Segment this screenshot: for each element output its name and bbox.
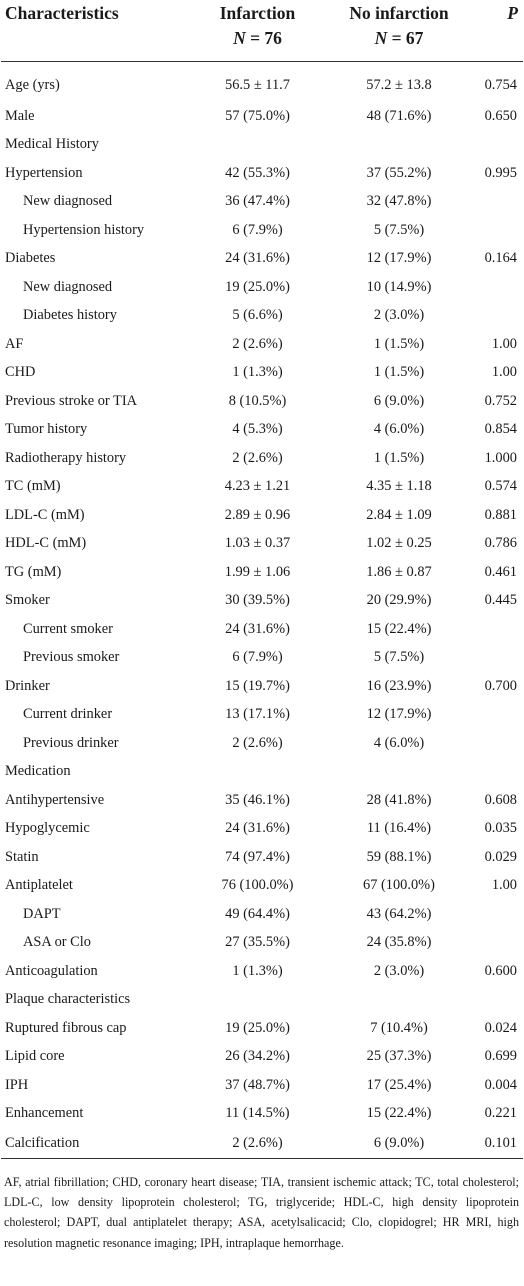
row-p-value: 0.754 xyxy=(484,76,517,93)
row-p-value: 0.574 xyxy=(484,478,517,495)
row-no-infarction-value: 2 (3.0%) xyxy=(373,962,425,979)
row-infarction-value: 19 (25.0%) xyxy=(225,278,290,295)
row-label: Previous stroke or TIA xyxy=(5,392,138,409)
row-p-value: 0.461 xyxy=(484,563,517,580)
table-row xyxy=(1,729,523,758)
row-label: Antiplatelet xyxy=(5,877,73,894)
row-label: Tumor history xyxy=(5,421,88,438)
row-infarction-value: 76 (100.0%) xyxy=(221,877,294,894)
table-row xyxy=(1,900,523,929)
row-infarction-value: 30 (39.5%) xyxy=(225,592,290,609)
row-p-value xyxy=(469,131,523,160)
row-infarction-value: 27 (35.5%) xyxy=(225,934,290,951)
row-infarction-value: 2.89 ± 0.96 xyxy=(224,506,291,523)
row-label: Medical History xyxy=(5,136,99,153)
row-label: Anticoagulation xyxy=(5,962,98,979)
row-p-value xyxy=(469,986,523,1015)
table-row xyxy=(1,530,523,559)
row-label: AF xyxy=(5,335,24,352)
row-infarction-value: 11 (14.5%) xyxy=(225,1105,290,1122)
table-row xyxy=(1,1128,523,1159)
row-infarction-value: 6 (7.9%) xyxy=(232,649,283,666)
header-no-infarction-n xyxy=(329,26,469,62)
row-no-infarction-value: 6 (9.0%) xyxy=(373,392,425,409)
row-infarction-value: 42 (55.3%) xyxy=(225,164,290,181)
row-p-value: 0.700 xyxy=(484,677,517,694)
row-infarction-value: 13 (17.1%) xyxy=(225,706,290,723)
row-p-value xyxy=(469,188,523,217)
row-label: LDL-C (mM) xyxy=(5,506,85,523)
row-label: Age (yrs) xyxy=(5,76,60,93)
row-no-infarction-value: 15 (22.4%) xyxy=(366,1105,432,1122)
row-infarction-value: 37 (48.7%) xyxy=(225,1076,290,1093)
row-label: Calcification xyxy=(1,1128,186,1159)
row-label: Antihypertensive xyxy=(5,791,105,808)
row-infarction-value: 6 (7.9%) xyxy=(232,221,283,238)
row-label: Previous drinker xyxy=(23,734,119,751)
row-no-infarction-value: 12 (17.9%) xyxy=(366,250,432,267)
row-no-infarction-value: 1 (1.5%) xyxy=(373,449,425,466)
row-label: Drinker xyxy=(5,677,50,694)
row-no-infarction-value: 1.02 ± 0.25 xyxy=(366,535,432,552)
row-label: Medication xyxy=(5,763,71,780)
row-infarction-value: 19 (25.0%) xyxy=(225,1019,290,1036)
table-row xyxy=(1,416,523,445)
row-p-value: 0.854 xyxy=(484,421,517,438)
row-no-infarction-value: 57.2 ± 13.8 xyxy=(366,76,432,93)
row-no-infarction-value: 1 (1.5%) xyxy=(373,335,425,352)
table-row xyxy=(1,1071,523,1100)
row-infarction-value: 4.23 ± 1.21 xyxy=(224,478,291,495)
table-row xyxy=(1,188,523,217)
header-infarction-n xyxy=(186,26,329,62)
table-row xyxy=(1,62,523,102)
row-p-value: 0.004 xyxy=(484,1076,517,1093)
row-infarction-value: 15 (19.7%) xyxy=(225,677,290,694)
row-no-infarction-value: 7 (10.4%) xyxy=(370,1019,428,1036)
row-infarction-value: 1 (1.3%) xyxy=(232,364,283,381)
table-row xyxy=(1,672,523,701)
row-no-infarction-value: 37 (55.2%) xyxy=(366,164,432,181)
row-label: Enhancement xyxy=(5,1105,84,1122)
row-p-value: 0.029 xyxy=(484,848,517,865)
row-infarction-value xyxy=(186,758,329,787)
header-infarction: Infarction xyxy=(219,3,296,23)
row-label: Statin xyxy=(5,848,39,865)
row-no-infarction-value: 5 (7.5%) xyxy=(373,221,425,238)
row-p-value: 0.445 xyxy=(484,592,517,609)
row-p-value xyxy=(469,701,523,730)
table-row xyxy=(1,872,523,901)
row-no-infarction-value: 2.84 ± 1.09 xyxy=(366,506,432,523)
row-p-value: 0.650 xyxy=(484,107,517,124)
row-p-value: 0.024 xyxy=(484,1019,517,1036)
row-no-infarction-value: 28 (41.8%) xyxy=(366,791,432,808)
table-row xyxy=(1,444,523,473)
row-label: Previous smoker xyxy=(23,649,120,666)
table-row xyxy=(1,273,523,302)
row-no-infarction-value: 12 (17.9%) xyxy=(366,706,432,723)
row-no-infarction-value xyxy=(329,131,469,160)
row-infarction-value: 1.99 ± 1.06 xyxy=(224,563,291,580)
row-label: Male xyxy=(5,107,35,124)
row-label: Radiotherapy history xyxy=(5,449,127,466)
row-infarction-value: 56.5 ± 11.7 xyxy=(225,76,290,93)
row-p-value: 0.699 xyxy=(484,1048,517,1065)
row-label: DAPT xyxy=(23,905,61,922)
row-p-value: 1.00 xyxy=(491,335,517,352)
row-no-infarction-value: 16 (23.9%) xyxy=(366,677,432,694)
row-infarction-value: 49 (64.4%) xyxy=(225,905,290,922)
table-row xyxy=(1,644,523,673)
row-label: Current drinker xyxy=(23,706,113,723)
header-infarction-n-label: N xyxy=(233,28,246,48)
row-label: Hypoglycemic xyxy=(5,820,90,837)
row-label: HDL-C (mM) xyxy=(5,535,87,552)
table-row xyxy=(1,359,523,388)
row-p-value xyxy=(469,929,523,958)
row-label: ASA or Clo xyxy=(23,934,91,951)
row-label: Hypertension history xyxy=(23,221,145,238)
row-p-value xyxy=(469,729,523,758)
header-no-infarction-n-label: N xyxy=(374,28,388,48)
table-footnote: AF, atrial fibrillation; CHD, coronary heart disease; TIA, transient ischemic attack; TC, total cholesterol; LDL-C, low density lipoprotein cholesterol; TG, triglyceride; HDL-C, high density lipoprotein cholesterol; DAPT, dual antiplatelet therapy; ASA, acetylsalicacid; Clo, clopidogrel; HR MRI, high resolution magnetic resonance imaging; IPH, intraplaque hemorrhage. xyxy=(4,1175,519,1250)
table-row xyxy=(1,1043,523,1072)
table-row xyxy=(1,786,523,815)
table-row xyxy=(1,1014,523,1043)
table-row xyxy=(1,701,523,730)
header-characteristics: Characteristics xyxy=(5,3,119,23)
table-row xyxy=(1,815,523,844)
row-p-value xyxy=(469,216,523,245)
row-label: Smoker xyxy=(5,592,50,609)
row-label: Lipid core xyxy=(5,1048,65,1065)
row-p-value: 0.881 xyxy=(484,506,517,523)
row-p-value: 0.995 xyxy=(484,164,517,181)
row-infarction-value: 24 (31.6%) xyxy=(225,250,290,267)
row-p-value: 0.600 xyxy=(484,962,517,979)
row-no-infarction-value xyxy=(329,758,469,787)
row-infarction-value: 2 (2.6%) xyxy=(232,449,283,466)
row-infarction-value: 24 (31.6%) xyxy=(225,820,290,837)
table-row xyxy=(1,957,523,986)
row-p-value: 1.000 xyxy=(484,449,517,466)
row-infarction-value: 1.03 ± 0.37 xyxy=(224,535,291,552)
row-label: Ruptured fibrous cap xyxy=(5,1019,127,1036)
row-infarction-value: 2 (2.6%) xyxy=(232,335,283,352)
table-row xyxy=(1,159,523,188)
table-header xyxy=(1,0,523,62)
row-no-infarction-value: 10 (14.9%) xyxy=(366,278,432,295)
characteristics-table xyxy=(1,0,523,1159)
table-row xyxy=(1,302,523,331)
row-no-infarction-value: 4 (6.0%) xyxy=(373,421,425,438)
row-no-infarction-value: 5 (7.5%) xyxy=(373,649,425,666)
header-p-value: P xyxy=(507,3,518,23)
table-row xyxy=(1,929,523,958)
row-label: Diabetes history xyxy=(23,307,117,324)
table-row xyxy=(1,758,523,787)
table-row xyxy=(1,1100,523,1129)
row-no-infarction-value: 24 (35.8%) xyxy=(366,934,432,951)
table-row xyxy=(1,558,523,587)
row-infarction-value: 2 (2.6%) xyxy=(186,1128,329,1159)
row-no-infarction-value: 20 (29.9%) xyxy=(366,592,432,609)
row-infarction-value: 4 (5.3%) xyxy=(232,421,283,438)
row-infarction-value: 24 (31.6%) xyxy=(225,620,290,637)
row-no-infarction-value: 15 (22.4%) xyxy=(366,620,432,637)
row-no-infarction-value: 4.35 ± 1.18 xyxy=(366,478,432,495)
row-no-infarction-value: 43 (64.2%) xyxy=(366,905,432,922)
row-p-value xyxy=(469,758,523,787)
table-row xyxy=(1,102,523,131)
row-no-infarction-value: 11 (16.4%) xyxy=(366,820,432,837)
header-no-infarction: No infarction xyxy=(349,3,449,23)
row-no-infarction-value: 32 (47.8%) xyxy=(366,193,432,210)
row-label: CHD xyxy=(5,364,36,381)
row-no-infarction-value: 2 (3.0%) xyxy=(373,307,425,324)
row-no-infarction-value: 67 (100.0%) xyxy=(363,877,435,894)
table-row xyxy=(1,473,523,502)
table-row xyxy=(1,387,523,416)
row-no-infarction-value: 25 (37.3%) xyxy=(366,1048,432,1065)
row-p-value xyxy=(469,273,523,302)
row-label: IPH xyxy=(5,1076,29,1093)
row-p-value: 0.786 xyxy=(484,535,517,552)
row-label: Hypertension xyxy=(5,164,83,181)
row-no-infarction-value: 6 (9.0%) xyxy=(329,1128,469,1159)
table-row xyxy=(1,131,523,160)
row-no-infarction-value: 1.86 ± 0.87 xyxy=(366,563,432,580)
row-no-infarction-value: 59 (88.1%) xyxy=(366,848,432,865)
table-row xyxy=(1,986,523,1015)
row-infarction-value: 36 (47.4%) xyxy=(225,193,290,210)
row-no-infarction-value: 48 (71.6%) xyxy=(366,107,432,124)
header-no-infarction-n-value: = 67 xyxy=(387,28,424,48)
row-label: New diagnosed xyxy=(23,193,113,210)
row-p-value xyxy=(469,615,523,644)
row-infarction-value xyxy=(186,986,329,1015)
row-p-value xyxy=(469,644,523,673)
table-row xyxy=(1,843,523,872)
table-row xyxy=(1,587,523,616)
header-infarction-n-value: = 76 xyxy=(245,28,282,48)
row-p-value: 0.221 xyxy=(484,1105,517,1122)
row-p-value xyxy=(469,900,523,929)
row-no-infarction-value: 17 (25.4%) xyxy=(366,1076,432,1093)
row-p-value: 1.00 xyxy=(491,364,517,381)
table-row xyxy=(1,245,523,274)
row-infarction-value: 57 (75.0%) xyxy=(225,107,290,124)
row-no-infarction-value: 4 (6.0%) xyxy=(373,734,425,751)
row-no-infarction-value: 1 (1.5%) xyxy=(373,364,425,381)
table-body xyxy=(1,62,523,1159)
row-p-value: 0.164 xyxy=(484,250,517,267)
table-row xyxy=(1,501,523,530)
table-row xyxy=(1,615,523,644)
table-row xyxy=(1,330,523,359)
row-label: Plaque characteristics xyxy=(5,991,131,1008)
row-p-value xyxy=(469,302,523,331)
row-label: TG (mM) xyxy=(5,563,62,580)
table-row xyxy=(1,216,523,245)
row-label: Current smoker xyxy=(23,620,113,637)
row-p-value: 0.608 xyxy=(484,791,517,808)
row-p-value: 0.101 xyxy=(469,1128,523,1159)
row-p-value: 0.035 xyxy=(484,820,517,837)
row-infarction-value: 8 (10.5%) xyxy=(228,392,287,409)
row-p-value: 0.752 xyxy=(484,392,517,409)
row-infarction-value: 35 (46.1%) xyxy=(225,791,290,808)
row-infarction-value: 74 (97.4%) xyxy=(225,848,290,865)
row-infarction-value xyxy=(186,131,329,160)
row-label: New diagnosed xyxy=(23,278,113,295)
row-infarction-value: 26 (34.2%) xyxy=(225,1048,290,1065)
row-p-value: 1.00 xyxy=(491,877,517,894)
row-label: TC (mM) xyxy=(5,478,61,495)
row-infarction-value: 2 (2.6%) xyxy=(232,734,283,751)
row-no-infarction-value xyxy=(329,986,469,1015)
row-infarction-value: 1 (1.3%) xyxy=(232,962,283,979)
row-label: Diabetes xyxy=(5,250,56,267)
row-infarction-value: 5 (6.6%) xyxy=(232,307,283,324)
